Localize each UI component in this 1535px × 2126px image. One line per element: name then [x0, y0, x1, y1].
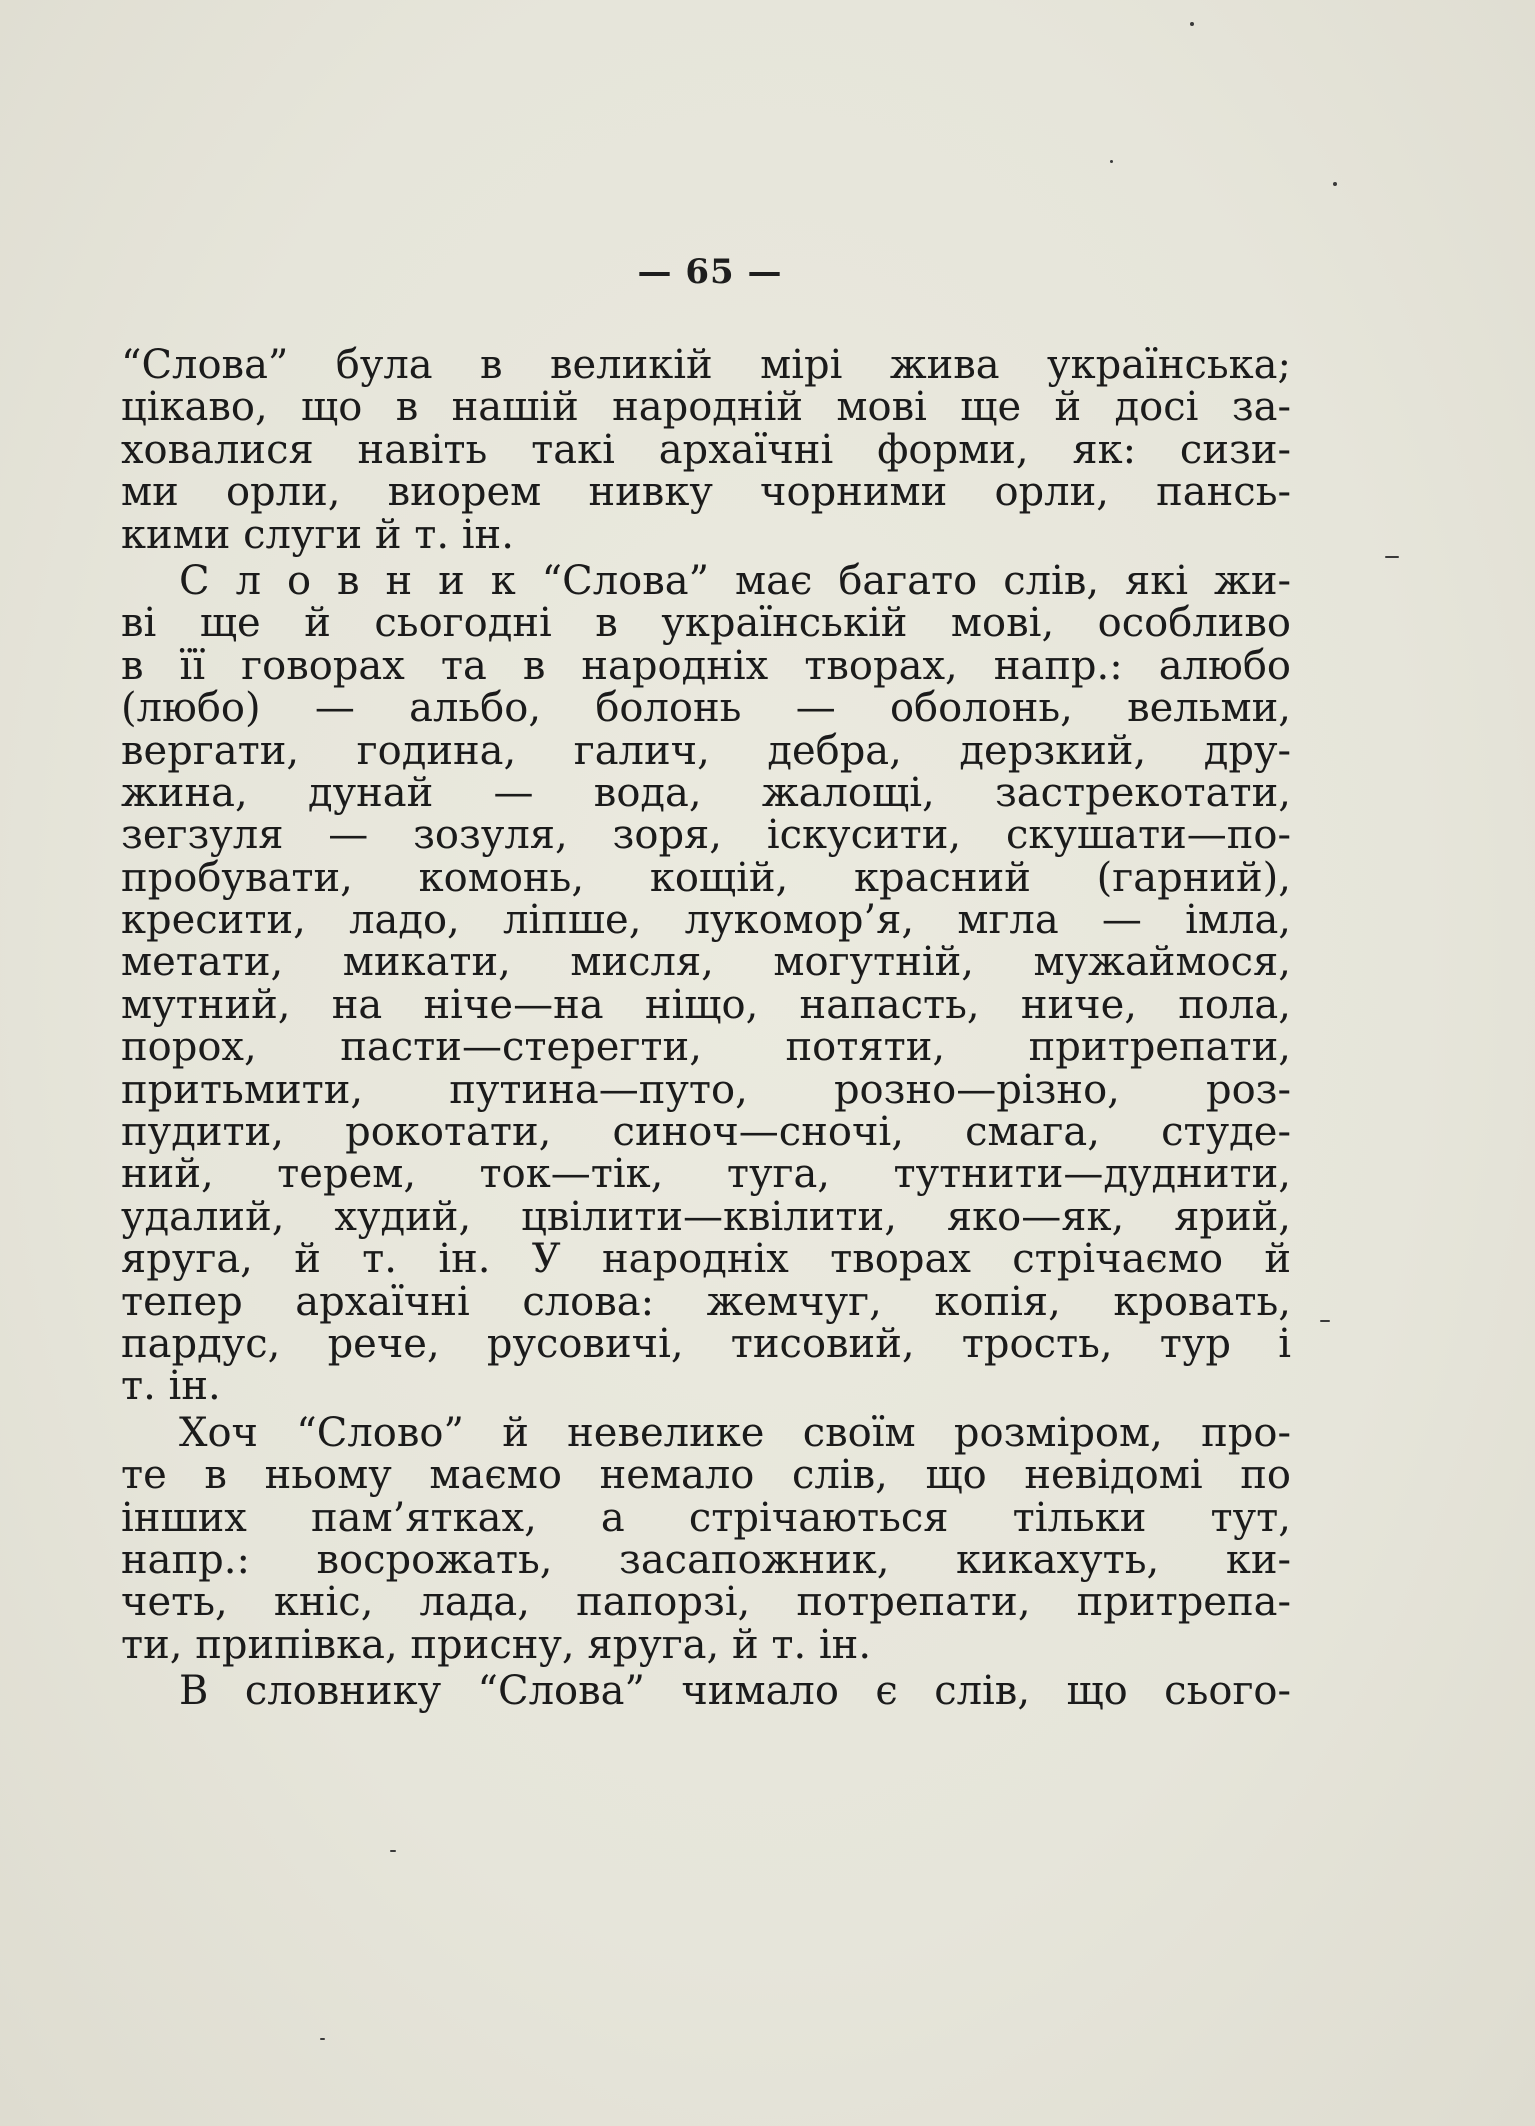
- text-line: ховалися навіть такі архаїчні форми, як: сизи-: [121, 426, 1291, 473]
- scan-speck: [1385, 556, 1399, 558]
- text-line: напр.: восрожать, засапожник, кикахуть, ки-: [121, 1536, 1291, 1583]
- text-line: удалий, худий, цвілити—квілити, яко—як, ярий,: [121, 1193, 1291, 1240]
- text-line: кими слуги й т. ін.: [121, 511, 514, 558]
- text-line: В словнику “Слова” чимало є слів, що сього-: [179, 1668, 1291, 1715]
- text-line: порох, пасти—стерегти, потяти, притрепати,: [121, 1024, 1291, 1071]
- text-line: вергати, година, галич, дебра, дерзкий, дру-: [121, 727, 1291, 774]
- text-line: ти, припівка, присну, яруга, й т. ін.: [121, 1621, 872, 1668]
- paragraph-3: [121, 1409, 1291, 1668]
- text-line: інших пам’ятках, а стрічаються тільки тут,: [121, 1494, 1291, 1541]
- text-line: пудити, рокотати, синоч—сночі, смага, студе-: [121, 1109, 1291, 1156]
- paragraph-4: [121, 1668, 1291, 1715]
- paragraph-2: [121, 557, 1291, 1410]
- text-line: Хоч “Слово” й невелике своїм розміром, про-: [179, 1409, 1291, 1456]
- scan-speck: [1320, 1320, 1330, 1322]
- text-line: тепер архаїчні слова: жемчуг, копія, кровать,: [121, 1278, 1291, 1325]
- paragraph-1: [121, 344, 1291, 556]
- page-number: — 65 —: [637, 252, 783, 292]
- text-line: пардус, рече, русовичі, тисовий, трость, тур і: [121, 1320, 1291, 1367]
- text-line: притьмити, путина—путо, розно—різно, роз-: [121, 1066, 1291, 1113]
- text-line: (любо) — альбо, болонь — оболонь, вельми,: [121, 685, 1291, 732]
- text-line: С л о в н и к “Слова” має багато слів, які жи-: [179, 557, 1291, 604]
- text-line: цікаво, що в нашій народній мові ще й досі за-: [121, 384, 1291, 431]
- text-line: в її говорах та в народніх творах, напр.: алюбо: [121, 642, 1291, 689]
- text-line: яруга, й т. ін. У народніх творах стрічаємо й: [121, 1236, 1291, 1283]
- text-line: зегзуля — зозуля, зоря, іскусити, скушати—по-: [121, 812, 1291, 859]
- text-line: ми орли, виорем нивку чорними орли, пансь-: [121, 469, 1291, 516]
- body-text: [121, 344, 1291, 1713]
- scan-speck: [1333, 182, 1337, 186]
- scan-speck: [390, 1850, 396, 1852]
- text-line: ві ще й сьогодні в українській мові, особливо: [121, 600, 1291, 647]
- text-line: кресити, ладо, ліпше, лукомор’я, мгла — імла,: [121, 897, 1291, 944]
- text-line: метати, микати, мисля, могутній, мужаймося,: [121, 939, 1291, 986]
- scan-speck: [320, 2038, 325, 2040]
- text-line: жина, дунай — вода, жалощі, застрекотати,: [121, 769, 1291, 816]
- text-line: те в ньому маємо немало слів, що невідомі по: [121, 1452, 1291, 1499]
- scan-speck: [1190, 22, 1194, 26]
- scan-speck: [1110, 160, 1113, 163]
- text-line: пробувати, комонь, кощій, красний (гарний),: [121, 854, 1291, 901]
- text-line: мутний, на ніче—на ніщо, напасть, ниче, пола,: [121, 981, 1291, 1028]
- text-line: т. ін.: [121, 1363, 221, 1410]
- text-line: “Слова” була в великій мірі жива українська;: [121, 342, 1291, 388]
- text-line: четь, кніс, лада, папорзі, потрепати, притрепа-: [121, 1579, 1291, 1626]
- text-line: ний, терем, ток—тік, туга, тутнити—дуднити,: [121, 1151, 1291, 1198]
